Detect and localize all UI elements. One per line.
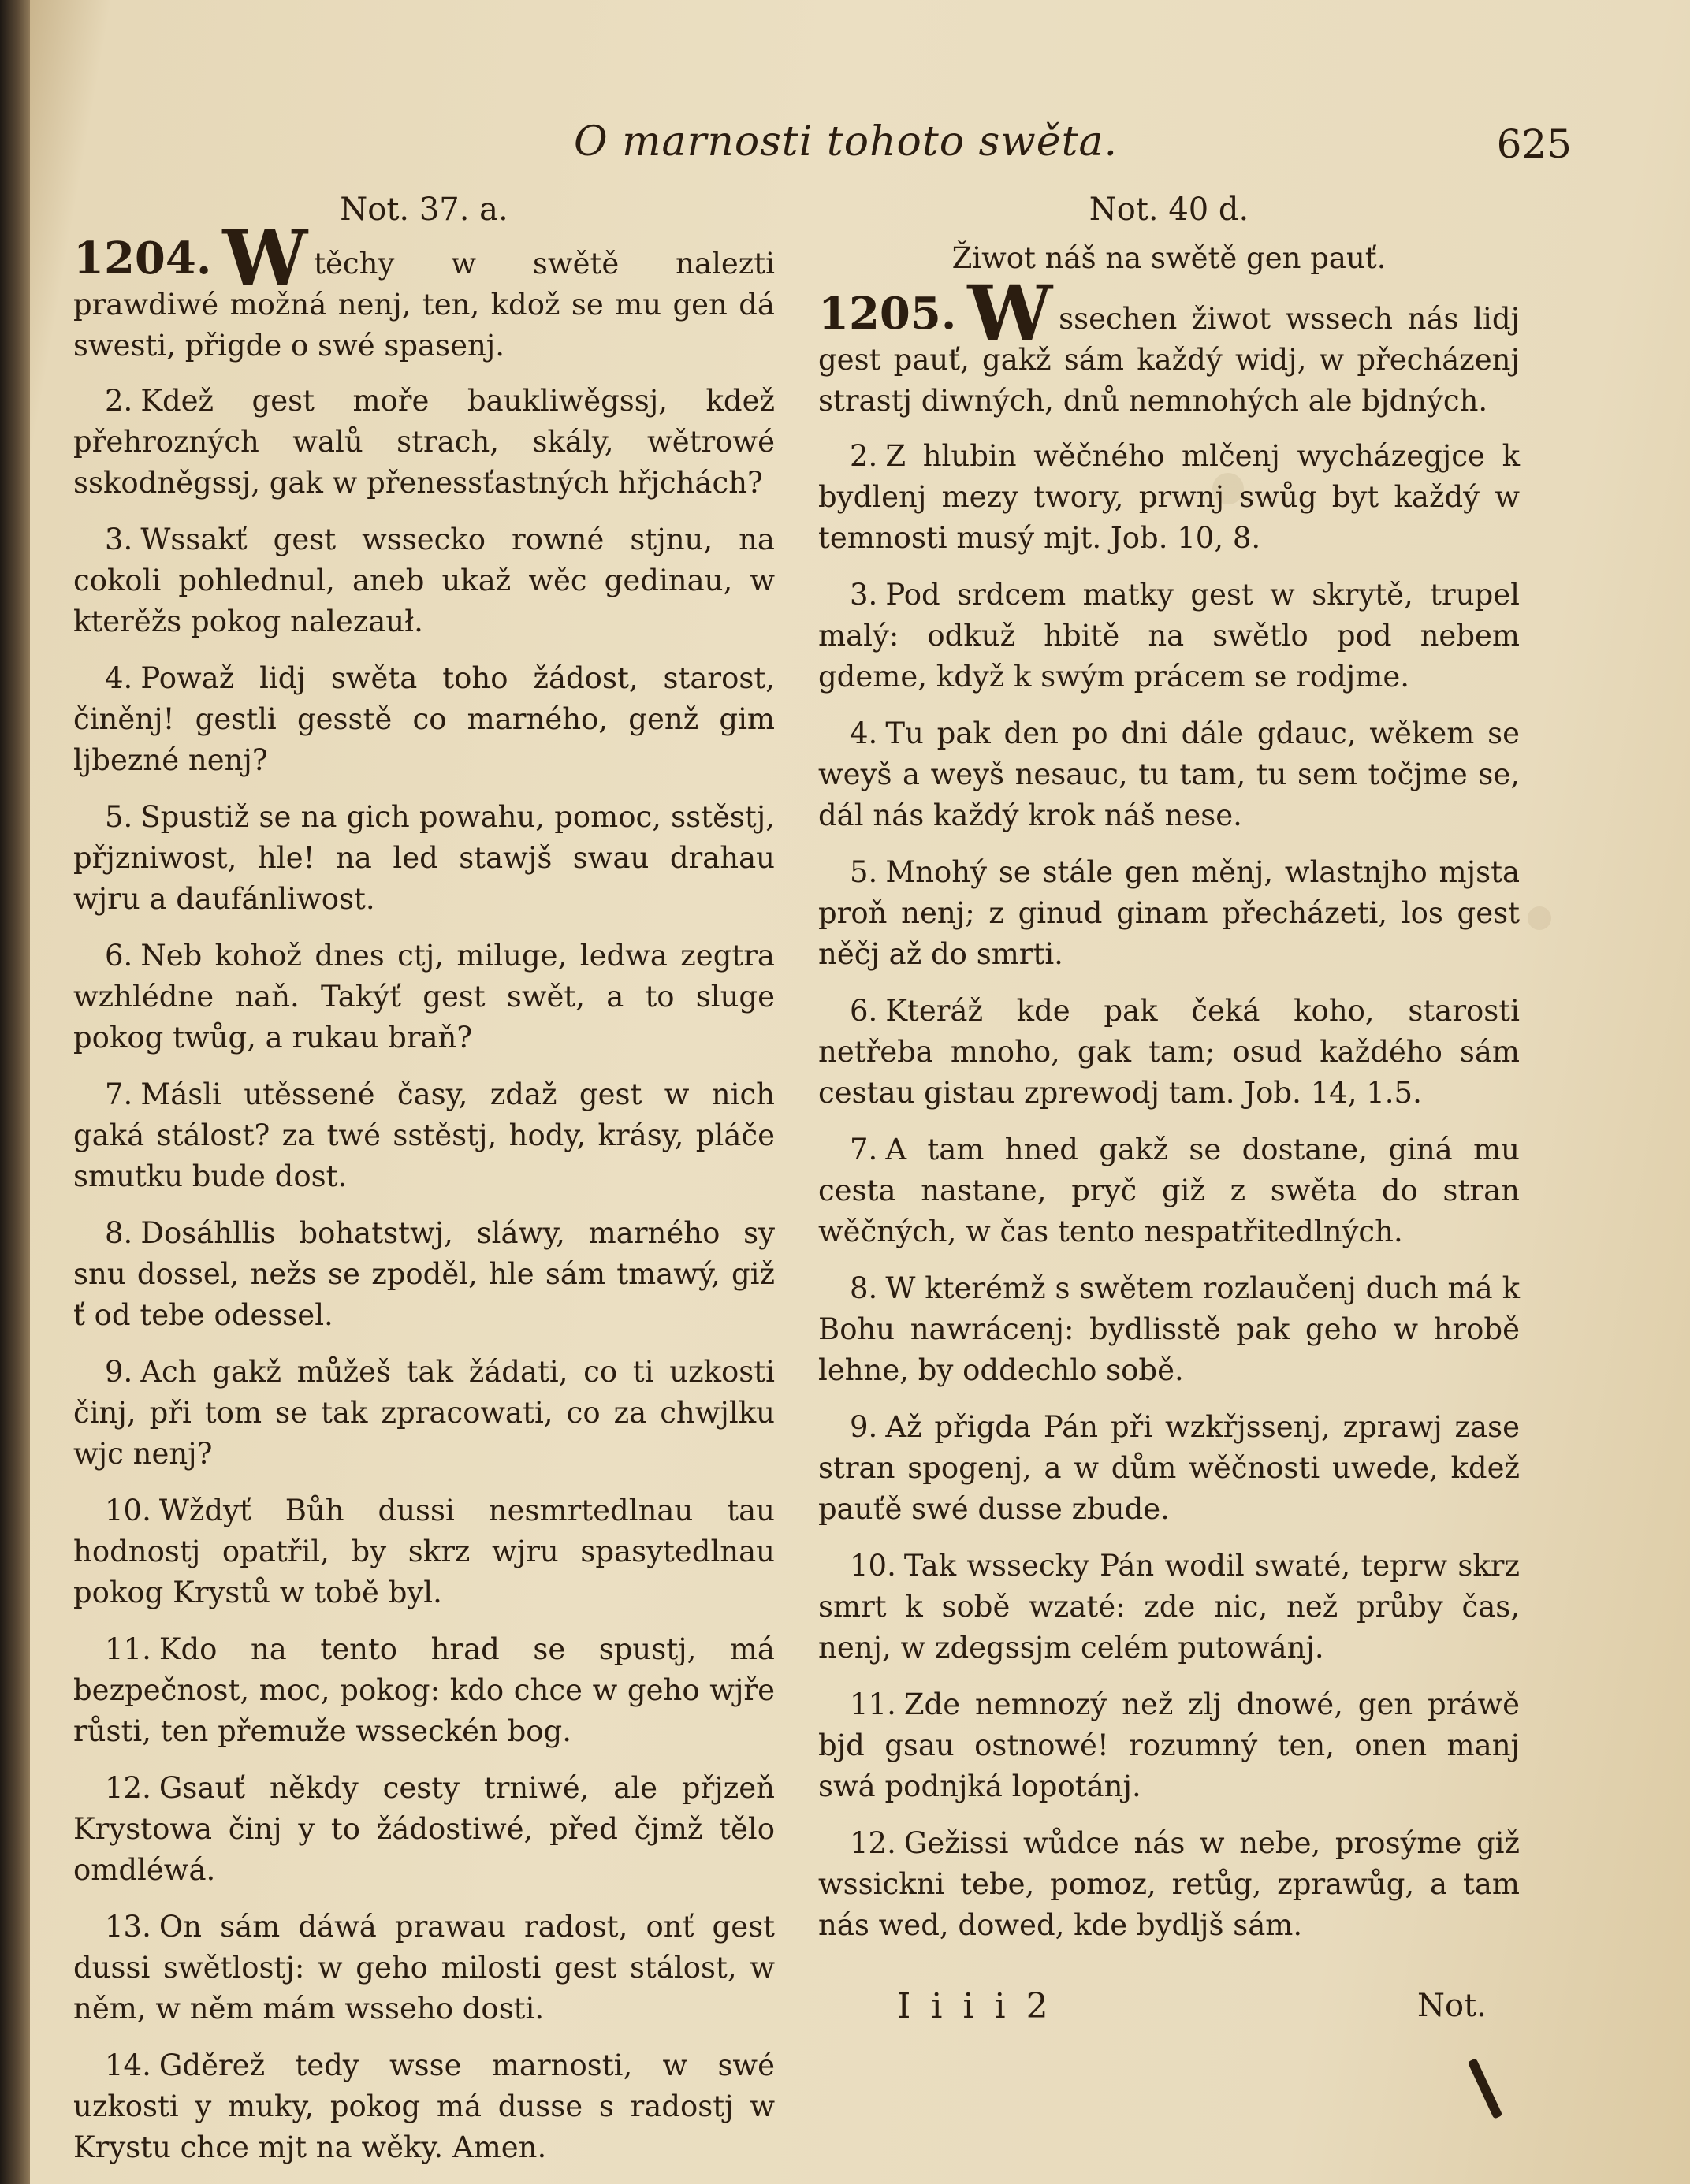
verse-text: W kterémž s swětem rozlaučenj duch má k Bohu nawrácenj: bydlisstě pak geho w hrobě lehne, by oddechlo sobě. [818,1271,1520,1387]
verse-number: 12. [105,1771,151,1805]
verse-text: Kdo na tento hrad se spustj, má bezpečnost, moc, pokog: kdo chce w geho wjře růsti, ten přemuže wsseckén bog. [73,1632,775,1748]
verse-text: ssechen žiwot wssech nás lidj gest pauť, gakž sám každý widj, w přecházenj strastj diwných, dnů nemnohých ale bjdných. [818,302,1520,418]
book-page [30,0,1690,2184]
left-column [73,189,775,2184]
verse [818,1684,1520,1807]
verse-number: 10. [105,1494,151,1527]
verse-number: 7. [105,1077,133,1111]
verse-number: 5. [105,800,133,834]
verse-number: 12. [850,1826,896,1860]
drop-cap: W [222,214,308,303]
hymn-first-verse [818,269,1520,422]
verse-number: 3. [105,523,133,556]
verse-text: Spustiž se na gich powahu, pomoc, sstěstj, přjzniwost, hle! na led stawjš swau drahau wjru a daufánliwost. [73,800,775,916]
section-head: Not. 40 d. [1089,192,1249,228]
verse-list [73,381,775,2168]
paper-stain [1528,906,1551,930]
verse-number: 9. [105,1355,133,1389]
verse-number: 8. [850,1271,878,1305]
verse-text: Kdež gest moře baukliwěgssj, kdež přehrozných walů strach, skály, wětrowé sskodněgssj, gak w přenessťastných hřjchách? [73,384,775,500]
verse [73,1629,775,1752]
verse-text: Dosáhllis bohatstwj, sláwy, marného sy snu dossel, nežs se zpoděl, hle sám tmawý, giž ť od tebe odessel. [73,1216,775,1332]
book-binding-shadow [0,0,30,2184]
verse [73,1490,775,1613]
hymn-first-verse [73,214,775,366]
verse-text: Až přigda Pán při wzkřjssenj, zprawj zase stran spogenj, a w dům wěčnosti uwede, kdež pauťě swé dusse zbude. [818,1410,1520,1526]
verse-number: 2. [105,384,133,418]
verse-text: Tu pak den po dni dále gdauc, wěkem se weyš a weyš nesauc, tu tam, tu sem točjme se, dál nás každý krok náš nese. [818,716,1520,832]
verse-text: Gežissi wůdce nás w nebe, prosýme giž wssickni tebe, pomoz, retůg, zprawůg, a tam nás wed, dowed, kde bydljš sám. [818,1826,1520,1942]
catchword: Not. [1417,1988,1487,2024]
verse [73,2045,775,2168]
verse-number: 11. [850,1687,896,1721]
verse [73,1074,775,1197]
verse [73,658,775,781]
verse-text: A tam hned gakž se dostane, giná mu cesta nastane, pryč giž z swěta do stran wěčných, w čas tento nespatřitedlných. [818,1133,1520,1248]
verse-number: 7. [850,1133,878,1166]
verse-text: On sám dáwá prawau radost, onť gest dussi swětlostj: w geho milosti gest stálost, w něm, w něm mám wsseho dosti. [73,1910,775,2026]
verse [73,936,775,1059]
verse [818,1129,1520,1252]
verse-text: Zde nemnozý než zlj dnowé, gen práwě bjd gsau ostnowé! rozumný ten, onen manj swá podnjká lopotánj. [818,1687,1520,1803]
verse-number: 9. [850,1410,878,1444]
printer-signature: Iiii2 [897,1986,1069,2026]
verse [818,436,1520,559]
verse [818,1268,1520,1391]
page-number: 625 [1496,121,1572,167]
verse-text: Z hlubin wěčného mlčenj wycházegjce k bydlenj mezy twory, prwnj swůg byt každý w temnosti musý mjt. Job. 10, 8. [818,439,1520,555]
verse-text: Gsauť někdy cesty trniwé, ale přjzeň Krystowa činj y to žádostiwé, před čjmž tělo omdléwá. [73,1771,775,1887]
verse [818,1823,1520,1946]
verse-text: Gděrež tedy wsse marnosti, w swé uzkosti y muky, pokog má dusse s radostj w Krystu chce mjt na wěky. Amen. [73,2048,775,2164]
verse [73,1352,775,1475]
verse-text: Neb kohož dnes ctj, miluge, ledwa zegtra wzhlédne naň. Takýť gest swět, a to sluge pokog twůg, a rukau braň? [73,939,775,1055]
drop-cap: W [967,269,1053,358]
verse [818,575,1520,698]
verse [818,991,1520,1114]
verse [818,852,1520,975]
verse-number: 3. [850,578,878,612]
verse-text: Tak wssecky Pán wodil swaté, teprw skrz smrt k sobě wzaté: zde nic, než průby čas, nenj, w zdegssjm celém putowánj. [818,1549,1520,1665]
verse-number: 4. [105,661,133,695]
verse-list [818,436,1520,1946]
section-head: Not. 37. a. [340,192,508,228]
verse-text: Pod srdcem matky gest w skrytě, trupel malý: odkuž hbitě na swětlo pod nebem gdeme, když k swým prácem se rodjme. [818,578,1520,694]
verse-text: Ach gakž můžeš tak žádati, co ti uzkosti činj, při tom se tak zpracowati, co za chwjlku wjc nenj? [73,1355,775,1471]
hymn-number: 1204. [73,233,212,285]
running-title: O marnosti tohoto swěta. [574,118,1118,166]
right-column [818,189,1520,1962]
verse-text: Másli utěssené časy, zdaž gest w nich gaká stálost? za twé sstěstj, hody, krásy, pláče smutku bude dost. [73,1077,775,1193]
verse [73,1213,775,1336]
verse-text: Powaž lidj swěta toho žádost, starost, činěnj! gestli gesstě co marného, genž gim ljbezné nenj? [73,661,775,777]
verse-number: 6. [105,939,133,973]
verse-number: 6. [850,994,878,1028]
verse-text: Wssakť gest wssecko rowné stjnu, na cokoli pohlednul, aneb ukaž wěc gedinau, w kterěžs pokog nalezauł. [73,523,775,638]
verse-number: 4. [850,716,878,750]
hymn-subtitle: Žiwot náš na swětě gen pauť. [951,241,1387,275]
verse-number: 10. [850,1549,896,1583]
verse [818,1407,1520,1530]
verse [73,797,775,920]
verse [73,381,775,504]
verse-text: těchy w swětě nalezti prawdiwé možná nenj, ten, kdož se mu gen dá swesti, přigde o swé spasenj. [73,247,775,363]
verse-number: 2. [850,439,878,473]
verse [73,519,775,642]
hymn-number: 1205. [818,288,957,340]
verse-number: 14. [105,2048,151,2082]
verse-text: Mnohý se stále gen měnj, wlastnjho mjsta proň nenj; z ginud ginam přecházeti, los gest něčj až do smrti. [818,855,1520,971]
verse [818,713,1520,836]
verse [818,1546,1520,1669]
ink-mark [1468,2058,1503,2119]
verse-number: 11. [105,1632,151,1666]
verse [73,1907,775,2030]
verse-text: Kteráž kde pak čeká koho, starosti netřeba mnoho, gak tam; osud každého sám cestau gistau zprewodj tam. Job. 14, 1.5. [818,994,1520,1110]
page-header [30,118,1690,181]
verse-number: 13. [105,1910,151,1944]
verse-text: Wždyť Bůh dussi nesmrtedlnau tau hodnostj opatřil, by skrz wjru spasytedlnau pokog Krystů w tobě byl. [73,1494,775,1609]
verse [73,1768,775,1891]
verse-number: 5. [850,855,878,889]
verse-number: 8. [105,1216,133,1250]
